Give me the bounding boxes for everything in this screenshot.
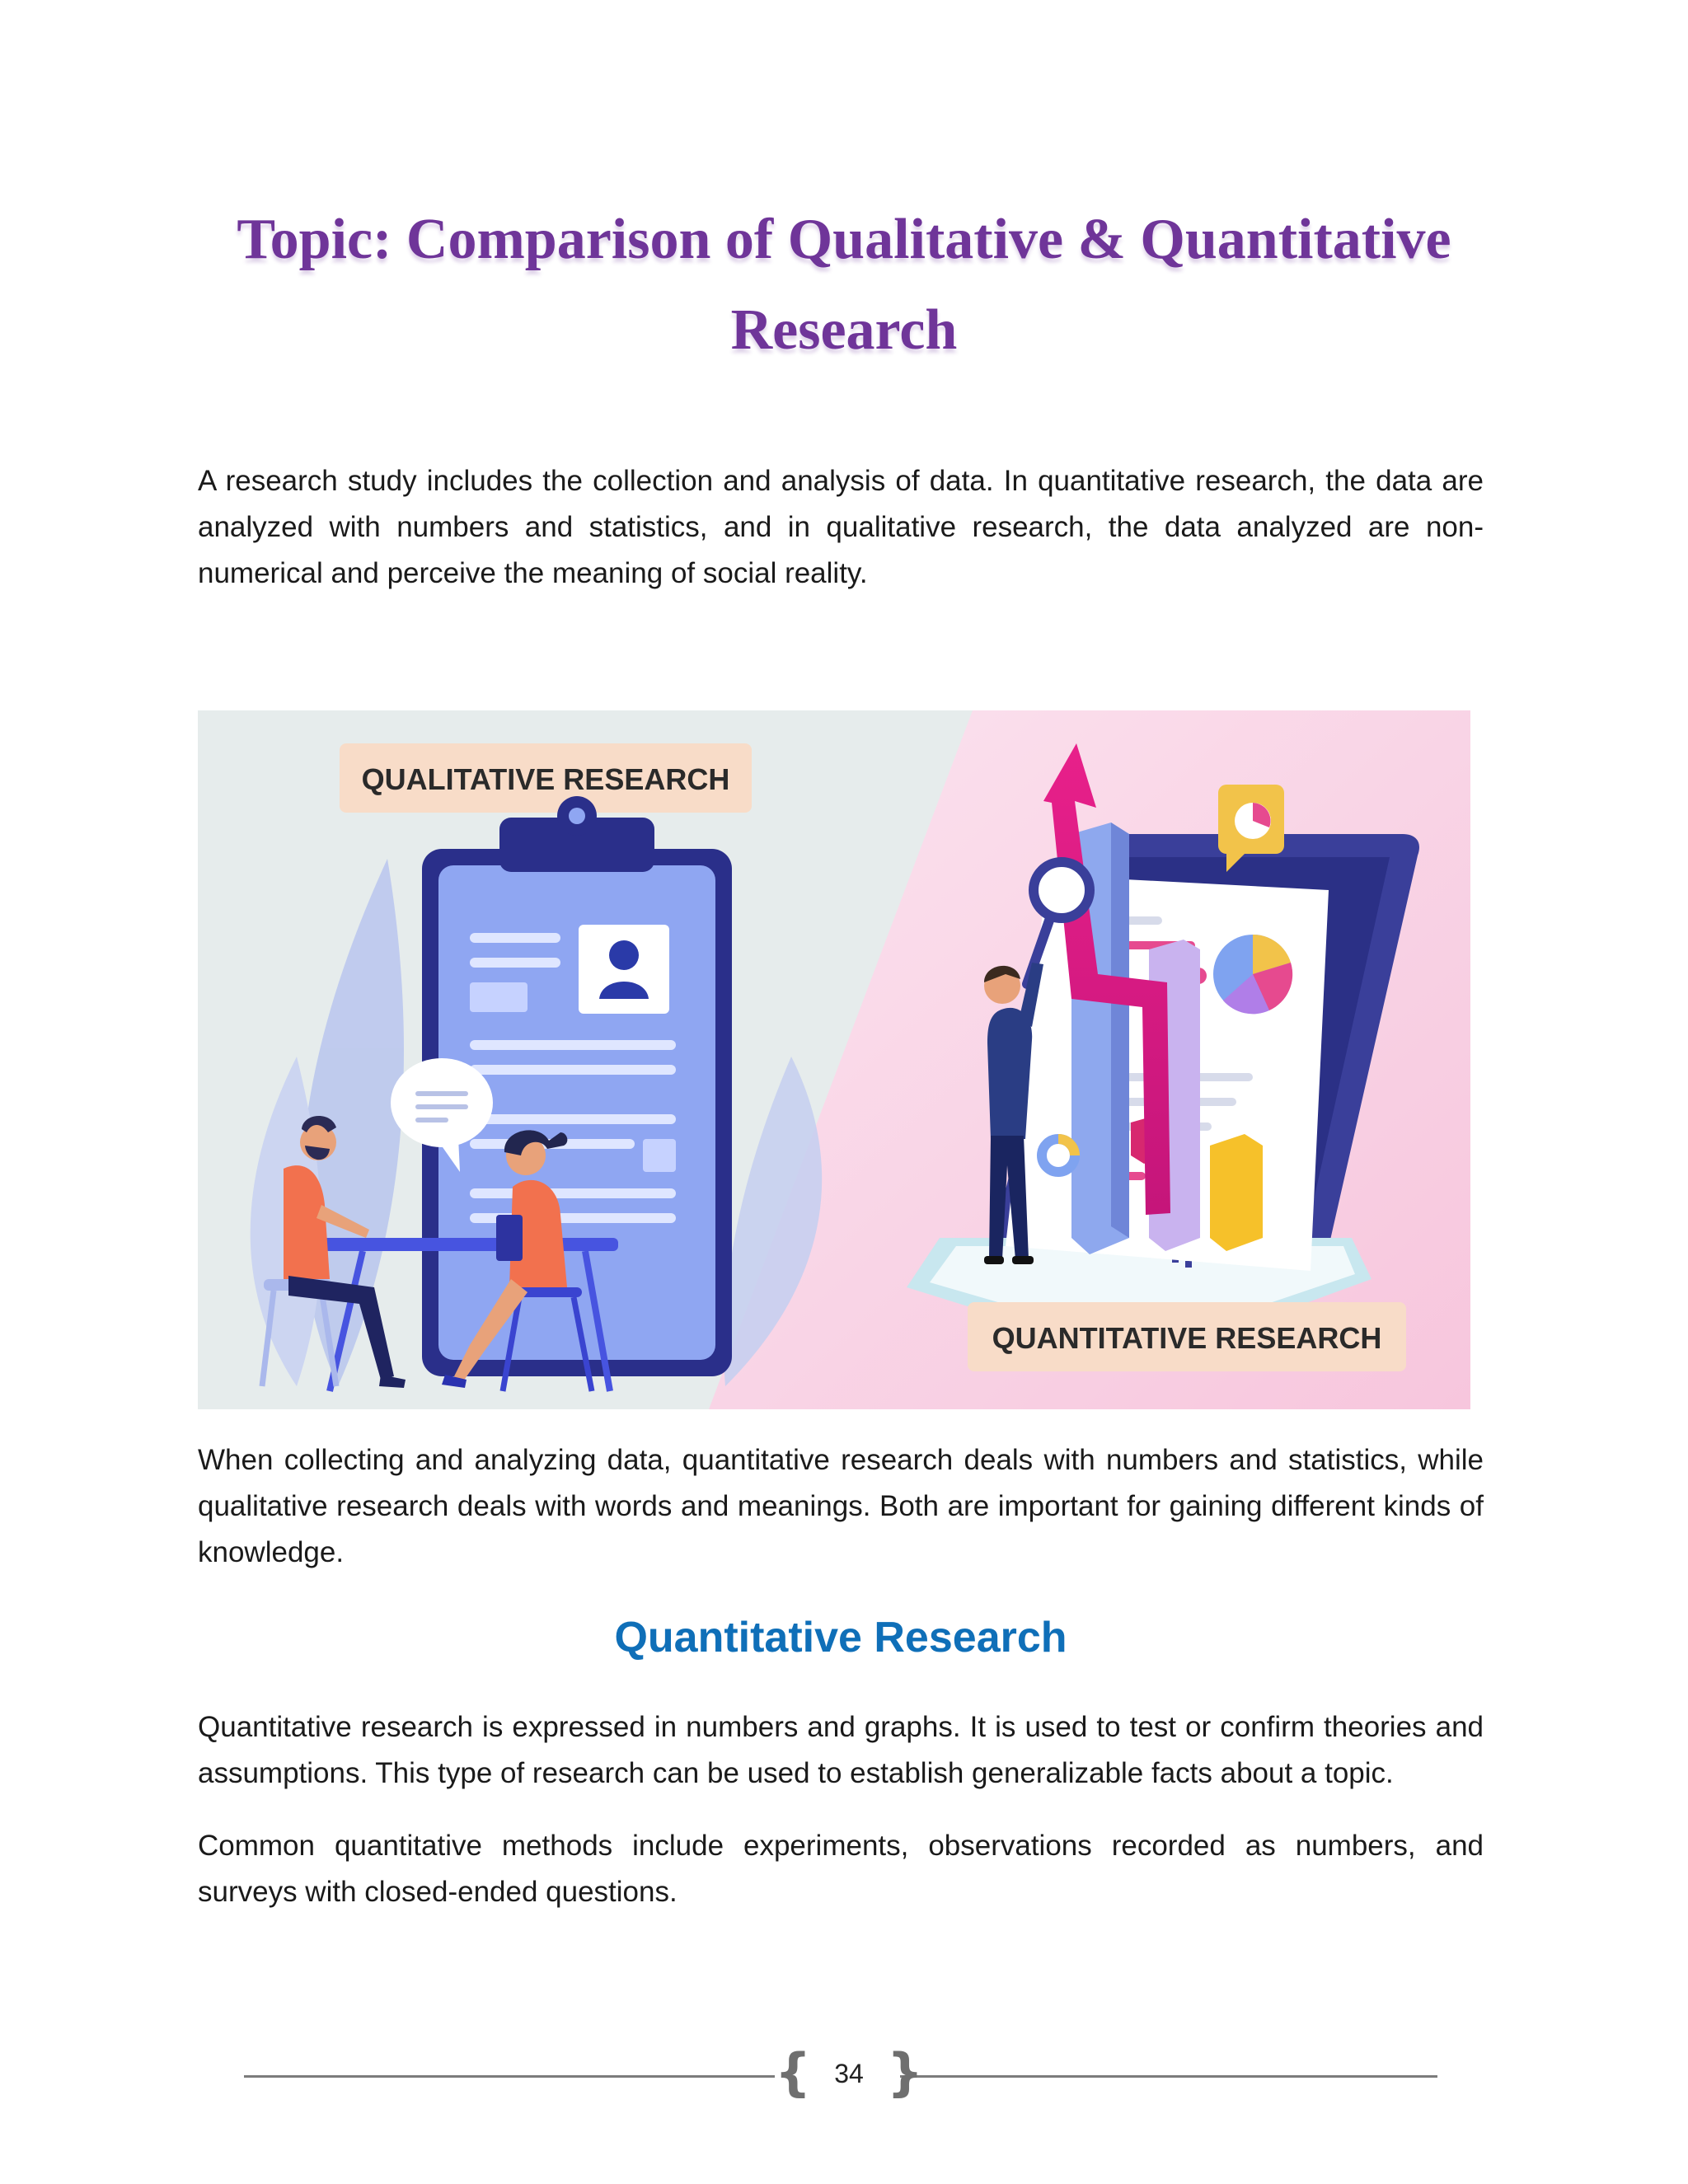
- footer-brace-left: {: [775, 2042, 812, 2102]
- quantitative-paragraph-2: Common quantitative methods include experiments, observations recorded as numbers, and surveys with closed-ended questions.: [198, 1830, 1484, 1908]
- footer-rule-left: [244, 2075, 775, 2078]
- comparison-paragraph: When collecting and analyzing data, quantitative research deals with numbers and statistics, while qualitative research deals with words and meanings. Both are important for gaining different kinds of knowledge.: [198, 1444, 1484, 1568]
- pie-chart-icon: [1213, 935, 1292, 1014]
- quantitative-label: QUANTITATIVE RESEARCH: [992, 1321, 1382, 1355]
- page-title: Topic: Comparison of Qualitative & Quantitative Research: [237, 208, 1451, 362]
- quantitative-paragraph-1: Quantitative research is expressed in numbers and graphs. It is used to test or confirm theories and assumptions. This type of research can be used to establish generalizable facts about a topic.: [198, 1711, 1484, 1789]
- research-comparison-illustration: [198, 710, 1470, 1409]
- intro-paragraph: A research study includes the collection and analysis of data. In quantitative research, the data are analyzed with numbers and statistics, and in qualitative research, the data analyzed are non-numerical and perceive the meaning of social reality.: [198, 465, 1484, 589]
- footer-rule-right: [900, 2075, 1437, 2078]
- qualitative-label: QUALITATIVE RESEARCH: [361, 762, 730, 796]
- footer-brace-right: }: [887, 2042, 924, 2102]
- section-heading-quantitative: Quantitative Research: [614, 1614, 1067, 1661]
- page-number: 34: [834, 2059, 864, 2088]
